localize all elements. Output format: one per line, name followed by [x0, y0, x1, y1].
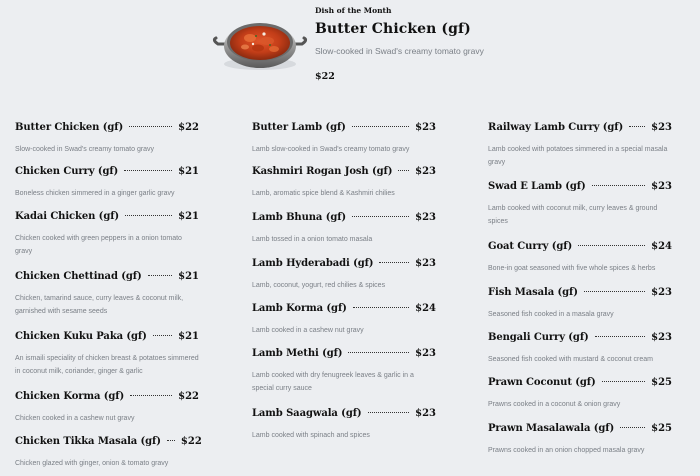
menu-item[interactable]	[15, 166, 199, 201]
menu-item-name: Lamb Bhuna (gf)	[252, 212, 347, 223]
menu-item-name: Lamb Methi (gf)	[252, 348, 343, 359]
dot-leader	[578, 245, 645, 246]
menu-item-name: Kadai Chicken (gf)	[15, 211, 120, 222]
menu-item-description: Lamb, coconut, yogurt, red chilies & spices	[252, 282, 386, 289]
dot-leader	[379, 262, 409, 263]
dot-leader	[368, 412, 410, 413]
menu-item[interactable]	[15, 211, 199, 258]
dot-leader	[167, 440, 175, 441]
menu-item-name: Prawn Masalawala (gf)	[488, 423, 615, 434]
menu-item-price: $23	[415, 348, 436, 359]
dot-leader	[584, 291, 645, 292]
menu-item[interactable]	[488, 181, 672, 228]
menu-item-description: Lamb cooked in a cashew nut gravy	[252, 327, 364, 334]
menu-item[interactable]	[488, 423, 672, 458]
menu-item[interactable]	[15, 391, 199, 426]
menu-item-price: $23	[651, 181, 672, 192]
menu-item[interactable]	[252, 122, 436, 157]
menu-item-description: Lamb cooked with potatoes simmered in a special masala gravy	[488, 146, 668, 166]
dot-leader	[602, 381, 646, 382]
menu-item-description: Prawns cooked in an onion chopped masala gravy	[488, 447, 645, 454]
menu-item-description: Seasoned fish cooked in a masala gravy	[488, 311, 614, 318]
featured-dish	[212, 2, 512, 86]
menu-item-price: $23	[651, 122, 672, 133]
menu-item-description: Prawns cooked in a coconut & onion gravy	[488, 401, 621, 408]
menu-item-price: $22	[178, 122, 199, 133]
menu-item-name: Swad E Lamb (gf)	[488, 181, 586, 192]
featured-dish-description: Slow-cooked in Swad's creamy tomato gravy	[315, 46, 484, 56]
menu-item-description: Lamb cooked with coconut milk, curry leaves & ground spices	[488, 205, 658, 225]
menu-item-price: $22	[178, 391, 199, 402]
menu-item[interactable]	[252, 212, 436, 247]
menu-item-description: Chicken cooked with green peppers in a onion tomato gravy	[15, 235, 182, 255]
menu-item[interactable]	[15, 271, 199, 318]
menu-item-price: $23	[415, 258, 436, 269]
menu-item[interactable]	[488, 287, 672, 322]
menu-item-price: $24	[651, 241, 672, 252]
dot-leader	[352, 216, 409, 217]
menu-item[interactable]	[252, 258, 436, 293]
menu-item-price: $23	[651, 287, 672, 298]
menu-item[interactable]	[15, 122, 199, 157]
dot-leader	[124, 170, 172, 171]
dot-leader	[153, 335, 172, 336]
dot-leader	[348, 352, 409, 353]
menu-item-name: Fish Masala (gf)	[488, 287, 578, 298]
menu-item-name: Butter Lamb (gf)	[252, 122, 346, 133]
menu-item-name: Chicken Curry (gf)	[15, 166, 119, 177]
menu-item-name: Lamb Korma (gf)	[252, 303, 347, 314]
dot-leader	[148, 275, 173, 276]
featured-dish-name[interactable]: Butter Chicken (gf)	[315, 21, 471, 37]
dot-leader	[398, 170, 409, 171]
menu-item-price: $24	[415, 303, 436, 314]
menu-item-description: Boneless chicken simmered in a ginger garlic gravy	[15, 190, 175, 197]
dot-leader	[595, 336, 645, 337]
dish-of-the-month-label: Dish of the Month	[315, 6, 392, 15]
dot-leader	[620, 427, 645, 428]
menu-item-description: Chicken glazed with ginger, onion & tomato gravy	[15, 460, 169, 467]
menu-item[interactable]	[252, 348, 436, 395]
dot-leader	[629, 126, 645, 127]
menu-item-description: Bone-in goat seasoned with five whole spices & herbs	[488, 265, 656, 272]
dot-leader	[353, 307, 409, 308]
menu-item-name: Chicken Chettinad (gf)	[15, 271, 142, 282]
menu-item-description: Lamb, aromatic spice blend & Kashmiri chilies	[252, 190, 395, 197]
menu-item-description: Chicken cooked in a cashew nut gravy	[15, 415, 135, 422]
menu-item-name: Chicken Kuku Paka (gf)	[15, 331, 147, 342]
dot-leader	[125, 215, 172, 216]
menu-item-description: Seasoned fish cooked with mustard & coconut cream	[488, 356, 653, 363]
menu-item-price: $23	[415, 408, 436, 419]
menu-item-price: $23	[651, 332, 672, 343]
menu-item-name: Railway Lamb Curry (gf)	[488, 122, 624, 133]
menu-item[interactable]	[252, 303, 436, 338]
menu-item[interactable]	[15, 331, 199, 378]
featured-dish-price: $22	[315, 71, 335, 82]
menu-item-price: $21	[178, 211, 199, 222]
menu-item[interactable]	[252, 408, 436, 443]
menu-item-price: $25	[651, 423, 672, 434]
menu-item-name: Goat Curry (gf)	[488, 241, 573, 252]
menu-item-name: Lamb Saagwala (gf)	[252, 408, 362, 419]
menu-item-name: Kashmiri Rogan Josh (gf)	[252, 166, 393, 177]
menu-item-price: $21	[178, 166, 199, 177]
menu-item-price: $22	[180, 436, 202, 447]
dot-leader	[129, 126, 172, 127]
menu-item-description: Lamb slow-cooked in Swad's creamy tomato gravy	[252, 146, 410, 153]
menu-item-description: Lamb cooked with spinach and spices	[252, 432, 370, 439]
curry-bowl-icon	[212, 14, 308, 74]
menu-item-price: $23	[415, 212, 436, 223]
menu-item-description: Slow-cooked in Swad's creamy tomato gravy	[15, 146, 155, 153]
menu-item-price: $23	[415, 166, 436, 177]
menu-item-price: $25	[651, 377, 672, 388]
menu-item-price: $21	[178, 271, 199, 282]
menu-item-name: Butter Chicken (gf)	[15, 122, 124, 133]
menu-item-price: $23	[415, 122, 436, 133]
dot-leader	[352, 126, 409, 127]
menu-item-price: $21	[178, 331, 199, 342]
menu-item-description: Chicken, tamarind sauce, curry leaves & coconut milk, garnished with sesame seeds	[15, 295, 184, 315]
menu-item-name: Chicken Tikka Masala (gf)	[15, 436, 161, 447]
dot-leader	[592, 185, 646, 186]
menu-item[interactable]	[252, 166, 436, 201]
menu-item[interactable]	[488, 377, 672, 412]
menu-item-description: Lamb cooked with dry fenugreek leaves & garlic in a special curry sauce	[252, 372, 414, 392]
menu-item[interactable]	[488, 241, 672, 276]
menu-item-name: Chicken Korma (gf)	[15, 391, 125, 402]
menu-item[interactable]	[488, 122, 672, 169]
menu-item-name: Prawn Coconut (gf)	[488, 377, 596, 388]
menu-item-name: Lamb Hyderabadi (gf)	[252, 258, 374, 269]
menu-item-description: Lamb tossed in a onion tomato masala	[252, 236, 373, 243]
menu-item[interactable]	[488, 332, 672, 367]
menu-item-description: An ismaili speciality of chicken breast & potatoes simmered in coconut milk, coriander, ginger & garlic	[15, 355, 199, 375]
menu-item[interactable]	[15, 436, 202, 471]
menu-item-name: Bengali Curry (gf)	[488, 332, 589, 343]
dot-leader	[130, 395, 172, 396]
